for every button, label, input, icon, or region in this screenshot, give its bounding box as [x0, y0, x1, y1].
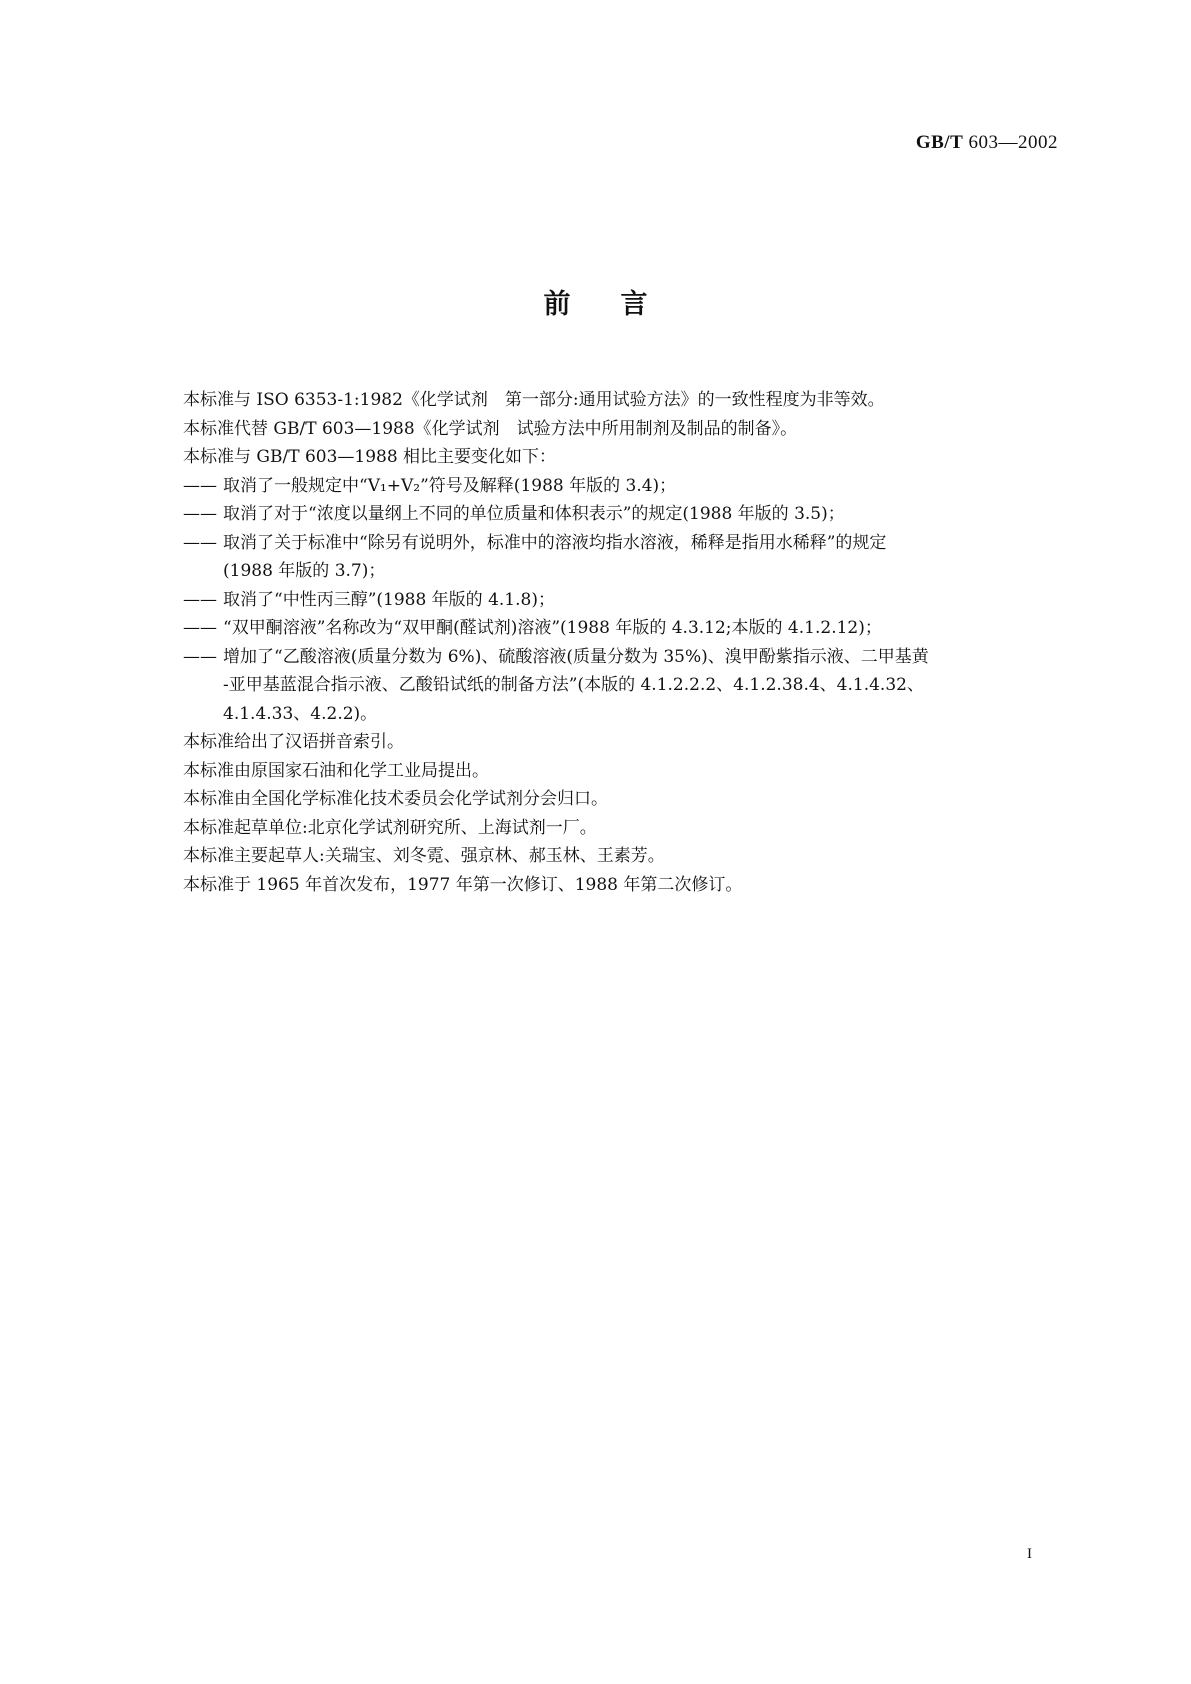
change-item [183, 529, 1063, 586]
change-text: “双甲酮溶液”名称改为“双甲酮(醛试剂)溶液”(1988 年版的 4.3.12;本版的 4.1.2.12)； [223, 618, 882, 638]
paragraph: 本标准与 GB/T 603—1988 相比主要变化如下： [183, 447, 557, 467]
paragraph: 本标准于 1965 年首次发布，1977 年第一次修订、1988 年第二次修订。 [183, 874, 743, 895]
foreword-body [183, 386, 1063, 899]
change-text: 4.1.4.33、4.2.2)。 [223, 703, 378, 724]
dash-marker: —— [183, 589, 217, 610]
change-text: (1988 年版的 3.7)； [223, 561, 386, 581]
change-item [183, 643, 1063, 729]
dash-marker: —— [183, 504, 217, 524]
page-title: 前言 [543, 289, 698, 320]
change-text: 取消了一般规定中“V₁+V₂”符号及解释(1988 年版的 3.4)； [223, 475, 677, 496]
standard-code-prefix: GB/T [915, 132, 964, 153]
paragraph: 本标准给出了汉语拼音索引。 [183, 732, 404, 752]
page-number: I [1027, 1546, 1032, 1562]
standard-code-number: 603—2002 [963, 132, 1058, 153]
change-text: 取消了对于“浓度以量纲上不同的单位质量和体积表示”的规定(1988 年版的 3.5)； [223, 504, 845, 524]
change-text: 取消了“中性丙三醇”(1988 年版的 4.1.8)； [223, 589, 555, 610]
change-text: -亚甲基蓝混合指示液、乙酸铅试纸的制备方法”(本版的 4.1.2.2.2、4.1.2.38.4、4.1.4.32、 [223, 675, 924, 695]
dash-marker: —— [183, 475, 217, 496]
paragraph: 本标准由原国家石油和化学工业局提出。 [183, 760, 489, 781]
dash-marker: —— [183, 646, 217, 667]
change-item [183, 614, 1063, 643]
paragraph: 本标准起草单位:北京化学试剂研究所、上海试剂一厂。 [183, 817, 597, 838]
change-text: 取消了关于标准中“除另有说明外，标准中的溶液均指水溶液，稀释是指用水稀释”的规定 [223, 532, 887, 553]
paragraph: 本标准主要起草人:关瑞宝、刘冬霓、强京林、郝玉林、王素芳。 [183, 846, 665, 866]
paragraph: 本标准代替 GB/T 603—1988《化学试剂 试验方法中所用制剂及制品的制备》。 [183, 418, 798, 439]
change-item [183, 472, 1063, 501]
paragraph: 本标准由全国化学标准化技术委员会化学试剂分会归口。 [183, 789, 608, 809]
dash-marker: —— [183, 618, 217, 638]
paragraph: 本标准与 ISO 6353-1:1982《化学试剂 第一部分:通用试验方法》的一致性程度为非等效。 [183, 390, 885, 410]
change-item [183, 500, 1063, 529]
change-text: 增加了“乙酸溶液(质量分数为 6%)、硫酸溶液(质量分数为 35%)、溴甲酚紫指示液、二甲基黄 [223, 646, 929, 667]
standard-code [916, 132, 1058, 154]
dash-marker: —— [183, 532, 217, 553]
change-item [183, 586, 1063, 615]
